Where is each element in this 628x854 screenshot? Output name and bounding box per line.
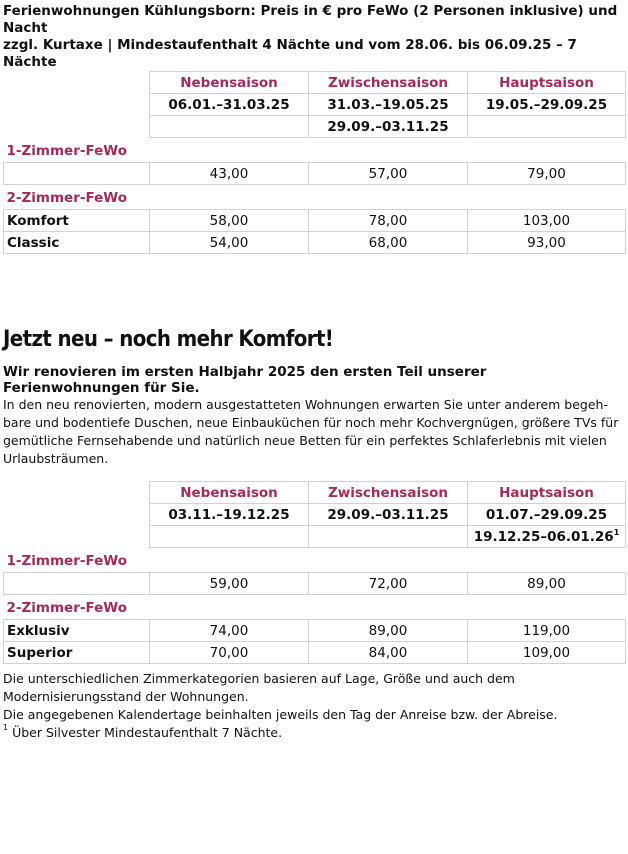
table-row — [4, 620, 626, 642]
row-label: Classic — [4, 232, 150, 254]
price-cell: 43,00 — [150, 163, 309, 185]
document — [3, 3, 625, 742]
header-nebensaison: Nebensaison — [150, 482, 309, 504]
header-nebensaison: Nebensaison — [150, 72, 309, 94]
table-row — [4, 642, 626, 664]
title-line-2: zzgl. Kurtaxe | Mindestaufenthalt 4 Nächte und vom 28.06. bis 06.09.25 – 7 Nächte — [3, 37, 577, 70]
price-table-current — [3, 71, 626, 254]
section-row — [4, 185, 626, 210]
date-cell: 03.11.–19.12.25 — [150, 504, 309, 526]
header-zwischensaison: Zwischensaison — [309, 72, 468, 94]
empty-cell — [4, 526, 150, 548]
description-paragraph: In den neu renovierten, modern ausgestatteten Wohnungen erwarten Sie unter anderem begeh-bare und bodentiefe Duschen, neue Einbauküchen für noch mehr Kochvergnügen, größere TVs für gemütliche Fernsehabende und natürlich neue Betten für ein perfektes Schlaferlebnis mit vielen Urlaubsträumen. — [3, 397, 619, 466]
footnote — [3, 724, 625, 742]
price-cell: 93,00 — [468, 232, 626, 254]
section-label-1-zimmer: 1-Zimmer-FeWo — [6, 553, 127, 569]
price-cell: 68,00 — [309, 232, 468, 254]
title-line-1: Ferienwohnungen Kühlungsborn: Preis in € pro FeWo (2 Personen inklusive) und Nacht — [3, 3, 618, 36]
price-cell: 84,00 — [309, 642, 468, 664]
season-header-row — [4, 482, 626, 504]
row-label: Superior — [4, 642, 150, 664]
table-row — [4, 232, 626, 254]
subheadline: Wir renovieren im ersten Halbjahr 2025 den ersten Teil unserer Ferienwohnungen für Sie. — [3, 364, 487, 396]
date-cell: 29.09.–03.11.25 — [309, 504, 468, 526]
header-zwischensaison: Zwischensaison — [309, 482, 468, 504]
price-cell: 79,00 — [468, 163, 626, 185]
price-cell: 78,00 — [309, 210, 468, 232]
empty-cell — [309, 526, 468, 548]
empty-cell — [4, 72, 150, 94]
section-label-2-zimmer: 2-Zimmer-FeWo — [6, 600, 127, 616]
section-row — [4, 548, 626, 573]
header-hauptsaison: Hauptsaison — [468, 482, 626, 504]
price-cell: 119,00 — [468, 620, 626, 642]
date-cell: 06.01.–31.03.25 — [150, 94, 309, 116]
season-header-row — [4, 72, 626, 94]
price-cell: 54,00 — [150, 232, 309, 254]
date-text: 19.12.25–06.01.26 — [473, 528, 614, 545]
date-row — [4, 504, 626, 526]
date-row — [4, 116, 626, 138]
empty-cell — [150, 526, 309, 548]
date-cell: 29.09.–03.11.25 — [309, 116, 468, 138]
note-calendar-days: Die angegebenen Kalendertage beinhalten jeweils den Tag der Anreise bzw. der Abreise. — [3, 707, 558, 722]
note-categories: Die unterschiedlichen Zimmerkategorien basieren auf Lage, Größe und auch dem Modernisierungsstand der Wohnungen. — [3, 671, 515, 704]
table-row — [4, 210, 626, 232]
table-row — [4, 573, 626, 595]
header-hauptsaison: Hauptsaison — [468, 72, 626, 94]
price-table-renovated — [3, 481, 626, 664]
notes — [3, 670, 625, 742]
date-cell: 31.03.–19.05.25 — [309, 94, 468, 116]
date-cell — [468, 526, 626, 548]
section-label-1-zimmer: 1-Zimmer-FeWo — [6, 143, 127, 159]
row-label — [4, 163, 150, 185]
price-cell: 103,00 — [468, 210, 626, 232]
document-title — [3, 3, 625, 71]
section-label-2-zimmer: 2-Zimmer-FeWo — [6, 190, 127, 206]
price-cell: 109,00 — [468, 642, 626, 664]
row-label: Komfort — [4, 210, 150, 232]
price-cell: 72,00 — [309, 573, 468, 595]
date-cell: 19.05.–29.09.25 — [468, 94, 626, 116]
price-cell: 58,00 — [150, 210, 309, 232]
date-cell — [150, 116, 309, 138]
row-label: Exklusiv — [4, 620, 150, 642]
row-label — [4, 573, 150, 595]
price-cell: 89,00 — [468, 573, 626, 595]
price-cell: 74,00 — [150, 620, 309, 642]
empty-cell — [4, 504, 150, 526]
section-row — [4, 595, 626, 620]
table-row — [4, 163, 626, 185]
empty-cell — [4, 482, 150, 504]
empty-cell — [4, 94, 150, 116]
price-cell: 89,00 — [309, 620, 468, 642]
price-cell: 59,00 — [150, 573, 309, 595]
price-cell: 70,00 — [150, 642, 309, 664]
footnote-marker: 1 — [613, 527, 620, 537]
date-cell: 01.07.–29.09.25 — [468, 504, 626, 526]
date-row — [4, 526, 626, 548]
headline: Jetzt neu – noch mehr Komfort! — [3, 327, 334, 352]
date-row — [4, 94, 626, 116]
price-cell: 57,00 — [309, 163, 468, 185]
footnote-text: Über Silvester Mindestaufenthalt 7 Nächte. — [8, 725, 283, 740]
empty-cell — [4, 116, 150, 138]
footnote-marker: 1 — [3, 723, 9, 732]
section-row — [4, 138, 626, 163]
date-cell — [468, 116, 626, 138]
